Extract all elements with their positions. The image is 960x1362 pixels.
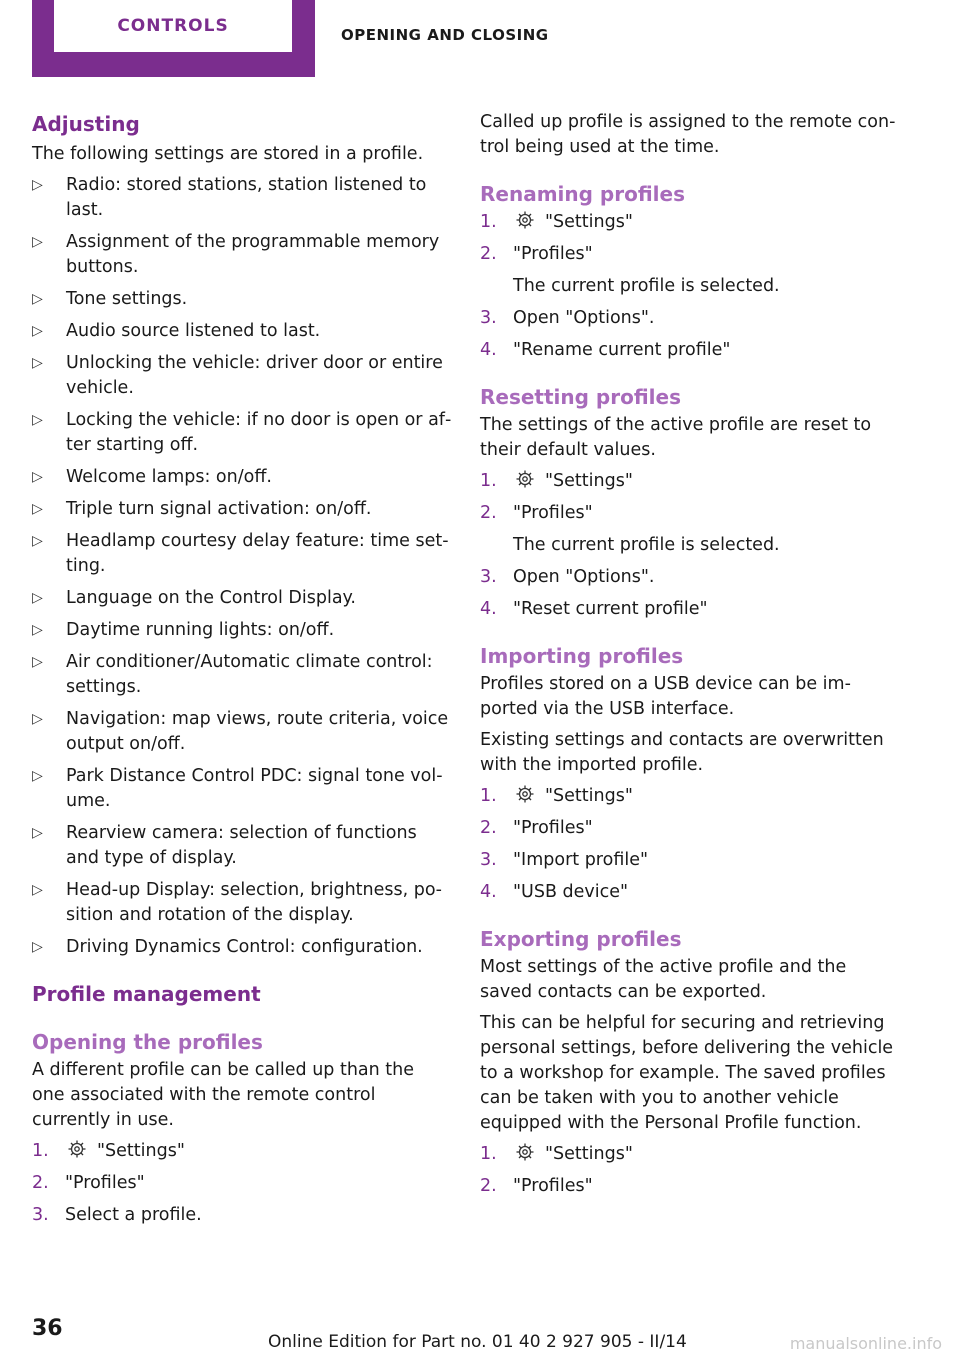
step-number: 2. (480, 244, 497, 264)
step-text: Open "Options". (513, 567, 655, 587)
step-item (480, 597, 900, 622)
step-item (32, 1203, 452, 1228)
bullet-text: Air conditioner/Automatic climate control: settings. (66, 652, 433, 697)
step-number: 1. (480, 1144, 497, 1164)
step-item (480, 469, 900, 494)
step-item (480, 848, 900, 873)
bullet-text: Park Distance Control PDC: signal tone volume. (66, 766, 443, 811)
step-number: 3. (32, 1205, 49, 1225)
step-number: 3. (480, 308, 497, 328)
bullet-triangle-icon: ▷ (32, 622, 43, 638)
bullet-item (32, 878, 452, 928)
settings-gear-icon (65, 1139, 89, 1159)
bullet-text: Audio source listened to last. (66, 321, 321, 341)
resetting-text: The settings of the active profile are reset to their default values. (480, 415, 872, 460)
bullet-text: Tone settings. (66, 289, 188, 309)
step-number: 1. (480, 212, 497, 232)
bullet-item (32, 650, 452, 700)
bullet-item (32, 935, 452, 960)
step-number: 4. (480, 340, 497, 360)
step-item (480, 1174, 900, 1199)
settings-gear-icon (513, 210, 537, 230)
step-text: "Settings" (545, 212, 633, 232)
bullet-text: Locking the vehicle: if no door is open or after starting off. (66, 410, 452, 455)
chapter-tab-label: CONTROLS (54, 0, 292, 52)
importing-text-1: Profiles stored on a USB device can be imported via the USB interface. (480, 674, 851, 719)
bullet-item (32, 408, 452, 458)
step-text: Open "Options". (513, 308, 655, 328)
step-text: "Rename current profile" (513, 340, 731, 360)
bullet-triangle-icon: ▷ (32, 711, 43, 727)
bullet-triangle-icon: ▷ (32, 323, 43, 339)
step-number: 2. (32, 1173, 49, 1193)
step-text: "Profiles" (65, 1173, 145, 1193)
settings-gear-icon (513, 469, 537, 489)
step-text: "Settings" (97, 1141, 185, 1161)
bullet-item (32, 764, 452, 814)
bullet-text: Head-up Display: selection, brightness, position and rotation of the display. (66, 880, 442, 925)
bullet-item (32, 707, 452, 757)
bullet-triangle-icon: ▷ (32, 825, 43, 841)
bullet-text: Unlocking the vehicle: driver door or entire vehicle. (66, 353, 443, 398)
bullet-text: Headlamp courtesy delay feature: time setting. (66, 531, 449, 576)
step-text: Select a profile. (65, 1205, 202, 1225)
step-number: 1. (480, 471, 497, 491)
bullet-triangle-icon: ▷ (32, 590, 43, 606)
bullet-text: Radio: stored stations, station listened to last. (66, 175, 427, 220)
step-text: "Import profile" (513, 850, 649, 870)
step-text: "Profiles" (513, 818, 593, 838)
bullet-triangle-icon: ▷ (32, 882, 43, 898)
step-note: The current profile is selected. (513, 535, 780, 555)
bullet-item (32, 230, 452, 280)
step-text: "Profiles" (513, 244, 593, 264)
step-number: 1. (480, 786, 497, 806)
bullet-item (32, 529, 452, 579)
page-number: 36 (32, 1316, 63, 1341)
bullet-triangle-icon: ▷ (32, 234, 43, 250)
step-number: 2. (480, 818, 497, 838)
renaming-profiles-heading: Renaming profiles (480, 182, 685, 206)
settings-gear-icon (513, 784, 537, 804)
bullet-text: Triple turn signal activation: on/off. (66, 499, 372, 519)
bullet-triangle-icon: ▷ (32, 654, 43, 670)
opening-steps-list (32, 1139, 452, 1228)
step-text: "Reset current profile" (513, 599, 708, 619)
renaming-steps-list (480, 210, 900, 363)
bullet-text: Navigation: map views, route criteria, voice output on/off. (66, 709, 449, 754)
bullet-text: Language on the Control Display. (66, 588, 356, 608)
step-text: "Profiles" (513, 1176, 593, 1196)
exporting-steps-list (480, 1142, 900, 1199)
bullet-text: Driving Dynamics Control: configuration. (66, 937, 423, 957)
bullet-item (32, 351, 452, 401)
adjusting-heading: Adjusting (32, 112, 140, 136)
bullet-triangle-icon: ▷ (32, 533, 43, 549)
exporting-text-1: Most settings of the active profile and the saved contacts can be exported. (480, 957, 847, 1002)
bullet-item (32, 586, 452, 611)
step-item (32, 1139, 452, 1164)
step-number: 1. (32, 1141, 49, 1161)
step-item (480, 565, 900, 590)
bullet-triangle-icon: ▷ (32, 501, 43, 517)
watermark: manualsonline.info (789, 1334, 942, 1353)
bullet-text: Daytime running lights: on/off. (66, 620, 335, 640)
opening-profiles-heading: Opening the profiles (32, 1030, 263, 1054)
adjusting-intro: The following settings are stored in a profile. (32, 144, 424, 164)
bullet-item (32, 618, 452, 643)
bullet-triangle-icon: ▷ (32, 291, 43, 307)
bullet-triangle-icon: ▷ (32, 939, 43, 955)
bullet-item (32, 173, 452, 223)
bullet-triangle-icon: ▷ (32, 469, 43, 485)
settings-bullet-list (32, 173, 452, 960)
step-item (480, 210, 900, 235)
profile-management-heading: Profile management (32, 982, 261, 1006)
resetting-steps-list (480, 469, 900, 622)
bullet-item (32, 497, 452, 522)
bullet-triangle-icon: ▷ (32, 177, 43, 193)
step-item (480, 242, 900, 299)
step-number: 4. (480, 599, 497, 619)
step-text: "USB device" (513, 882, 629, 902)
bullet-triangle-icon: ▷ (32, 768, 43, 784)
left-column (32, 110, 452, 1235)
bullet-text: Assignment of the programmable memory buttons. (66, 232, 440, 277)
step-item (480, 880, 900, 905)
importing-steps-list (480, 784, 900, 905)
bullet-triangle-icon: ▷ (32, 412, 43, 428)
section-title: OPENING AND CLOSING (341, 26, 549, 44)
step-number: 3. (480, 567, 497, 587)
chapter-tab (32, 0, 315, 77)
right-column (480, 110, 900, 1206)
step-text: "Settings" (545, 471, 633, 491)
bullet-triangle-icon: ▷ (32, 355, 43, 371)
importing-profiles-heading: Importing profiles (480, 644, 684, 668)
step-number: 3. (480, 850, 497, 870)
step-item (480, 338, 900, 363)
opening-profiles-text: A different profile can be called up than the one associated with the remote control currently in use. (32, 1060, 415, 1130)
step-text: "Settings" (545, 1144, 633, 1164)
assignment-text: Called up profile is assigned to the remote control being used at the time. (480, 112, 896, 157)
step-item (32, 1171, 452, 1196)
bullet-item (32, 287, 452, 312)
bullet-item (32, 465, 452, 490)
bullet-item (32, 319, 452, 344)
step-number: 4. (480, 882, 497, 902)
resetting-profiles-heading: Resetting profiles (480, 385, 681, 409)
bullet-text: Rearview camera: selection of functions and type of display. (66, 823, 417, 868)
step-number: 2. (480, 1176, 497, 1196)
exporting-profiles-heading: Exporting profiles (480, 927, 682, 951)
bullet-item (32, 821, 452, 871)
exporting-text-2: This can be helpful for securing and retrieving personal settings, before delivering the vehicle to a workshop for example. The saved profiles can be taken with you to another vehicle equipped with the Personal Profile function. (480, 1013, 894, 1133)
edition-footer: Online Edition for Part no. 01 40 2 927 905 - II/14 (268, 1332, 687, 1352)
step-text: "Settings" (545, 786, 633, 806)
step-item (480, 1142, 900, 1167)
step-item (480, 816, 900, 841)
bullet-text: Welcome lamps: on/off. (66, 467, 272, 487)
step-item (480, 784, 900, 809)
step-item (480, 501, 900, 558)
step-text: "Profiles" (513, 503, 593, 523)
step-note: The current profile is selected. (513, 276, 780, 296)
importing-text-2: Existing settings and contacts are overwritten with the imported profile. (480, 730, 884, 775)
step-number: 2. (480, 503, 497, 523)
step-item (480, 306, 900, 331)
settings-gear-icon (513, 1142, 537, 1162)
